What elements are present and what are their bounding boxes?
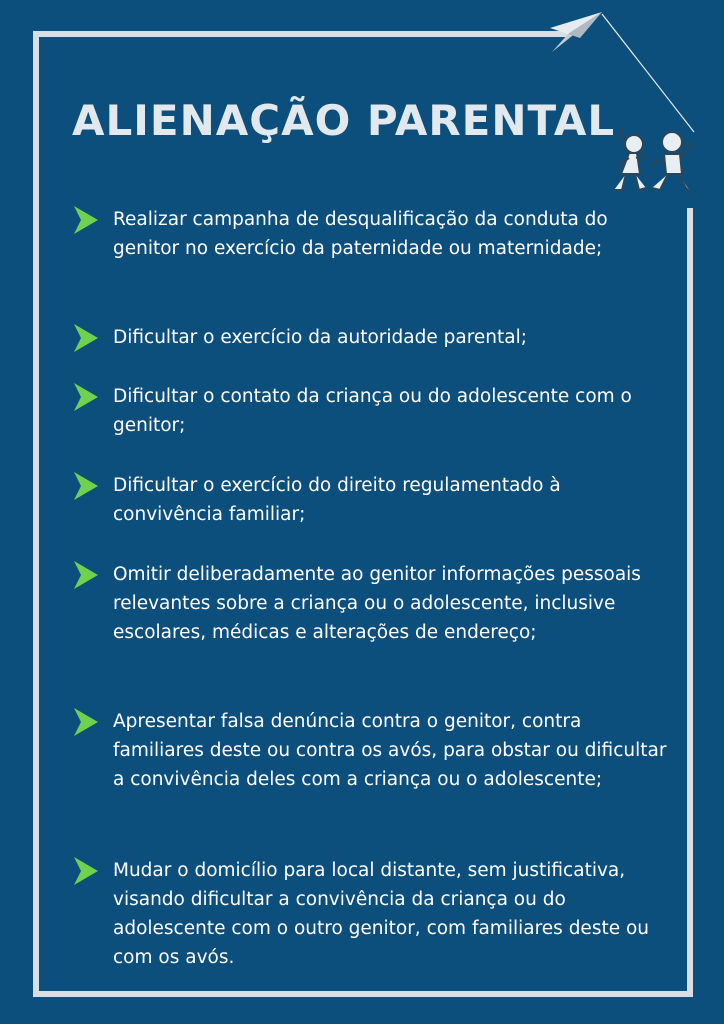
list-item-text: Mudar o domicílio para local distante, sem justificativa, visando dificultar a convivência da criança ou do adolescente com o outro genitor, com familiares deste ou com os avós. (113, 860, 650, 968)
page-title: ALIENAÇÃO PARENTAL (72, 96, 616, 145)
list-item-text: Omitir deliberadamente ao genitor informações pessoais relevantes sobre a criança ou o adolescente, inclusive escolares, médicas e alterações de endereço; (113, 564, 641, 643)
chevron-right-icon (72, 205, 100, 235)
chevron-right-icon (72, 707, 100, 737)
list-item-text: Dificultar o contato da criança ou do adolescente com o genitor; (113, 386, 632, 436)
list-item-text: Apresentar falsa denúncia contra o genitor, contra familiares deste ou contra os avós, para obstar ou dificultar a convivência deles com a criança ou o adolescente; (113, 711, 667, 790)
list-item-text: Dificultar o exercício do direito regulamentado à convivência familiar; (113, 475, 561, 525)
list-item-text: Realizar campanha de desqualificação da conduta do genitor no exercício da paternidade ou maternidade; (113, 209, 608, 259)
chevron-right-icon (72, 471, 100, 501)
chevron-right-icon (72, 382, 100, 412)
chevron-right-icon (72, 323, 100, 353)
children-running-icon (600, 128, 704, 200)
list-item-text: Dificultar o exercício da autoridade parental; (113, 327, 527, 348)
chevron-right-icon (72, 856, 100, 886)
chevron-right-icon (72, 560, 100, 590)
